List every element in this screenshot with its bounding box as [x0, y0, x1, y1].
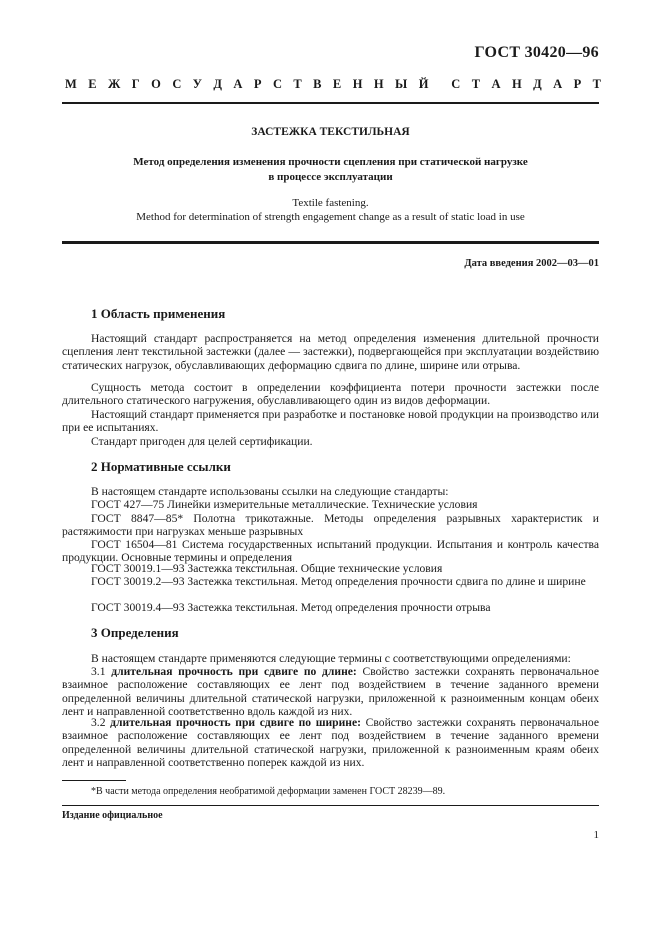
banner-letter: Т — [592, 77, 601, 91]
banner-letter: В — [313, 77, 322, 91]
definition-term: длительная прочность при сдвиге по длине: — [111, 665, 357, 678]
banner-letter: Р — [573, 77, 582, 91]
section-2-heading: 2 Нормативные ссылки — [91, 459, 231, 474]
title-rule — [62, 241, 599, 244]
banner-letter: А — [233, 77, 243, 91]
banner-letter: С — [172, 77, 182, 91]
banner-letter: С — [451, 77, 461, 91]
subtitle-line-1: Метод определения изменения прочности сцепления при статической нагрузке — [133, 156, 528, 168]
banner-letter: Г — [131, 77, 140, 91]
document-subtitle — [62, 155, 599, 185]
english-title-line-2: Method for determination of strength engagement change as a result of static load in use — [136, 211, 525, 223]
definition-term: длительная прочность при сдвиге по ширине: — [110, 716, 361, 729]
banner-letter: Н — [373, 77, 384, 91]
banner-letter: Ы — [395, 77, 408, 91]
reference-item: ГОСТ 427—75 Линейки измерительные металлические. Технические условия — [91, 498, 478, 511]
section-1-paragraph-2: Сущность метода состоит в определении коэффициента потери прочности застежки после длительного статического нагружения, обуславливающего один из видов деформации. — [62, 381, 599, 408]
reference-item: ГОСТ 30019.4—93 Застежка текстильная. Метод определения прочности отрыва — [91, 601, 491, 614]
section-1-paragraph-1: Настоящий стандарт распространяется на метод определения изменения длительной прочности сцепления лент текстильной застежки (далее — застежки), подвергающейся при эксплуатации воздействию статических нагрузок, обуславливающих деформацию сдвига по длине, ширине или отрыва. — [62, 332, 599, 372]
banner-letter: Е — [88, 77, 97, 91]
banner-letter: С — [272, 77, 282, 91]
banner-letter: М — [65, 77, 77, 91]
banner-letter: Т — [293, 77, 302, 91]
reference-item: ГОСТ 16504—81 Система государственных испытаний продукции. Испытания и контроль качества продукции. Основные термины и определения — [62, 538, 599, 565]
standard-banner — [65, 77, 601, 92]
banner-letter: Р — [253, 77, 262, 91]
banner-letter: Й — [418, 77, 429, 91]
banner-letter: Е — [332, 77, 342, 91]
edition-label: Издание официальное — [62, 810, 163, 821]
subtitle-line-2: в процессе эксплуатации — [268, 171, 393, 183]
banner-letter: Ж — [108, 77, 121, 91]
banner-letter: Д — [213, 77, 222, 91]
banner-letter: Д — [533, 77, 542, 91]
definition-3-2: 3.2 длительная прочность при сдвиге по ширине: Свойство застежки сохранять первоначальное взаимное расположение составляющих ее лент под воздействием в течение заданного времени определенной величины длительной статической нагрузки, приложенной к разноименным краям обеих лент и направленной соответственно поперек каждой из них. — [62, 716, 599, 769]
edition-rule — [62, 805, 599, 806]
section-1-heading: 1 Область применения — [91, 306, 226, 321]
introduction-date: Дата введения 2002—03—01 — [464, 258, 599, 269]
english-title-line-1: Textile fastening. — [292, 197, 369, 209]
banner-letter: Н — [352, 77, 363, 91]
english-title — [62, 196, 599, 224]
banner-letter: А — [553, 77, 563, 91]
section-1-paragraph-3: Настоящий стандарт применяется при разработке и постановке новой продукции на производство или при ее испытаниях. — [62, 408, 599, 435]
definition-3-1: 3.1 длительная прочность при сдвиге по длине: Свойство застежки сохранять первоначальное взаимное расположение составляющих ее лент под воздействием в течение заданного времени определенной величины длительной статической нагрузки, приложенной к разноименным концам обеих лент и направленной соответственно вдоль каждой из них. — [62, 665, 599, 718]
reference-item: ГОСТ 30019.1—93 Застежка текстильная. Общие технические условия — [91, 562, 443, 575]
reference-item: ГОСТ 30019.2—93 Застежка текстильная. Метод определения прочности сдвига по длине и ширине — [91, 575, 586, 588]
top-rule — [62, 102, 599, 104]
section-1-paragraph-4: Стандарт пригоден для целей сертификации. — [91, 435, 313, 448]
section-2-intro: В настоящем стандарте использованы ссылки на следующие стандарты: — [91, 485, 449, 498]
section-3-heading: 3 Определения — [91, 625, 179, 640]
footnote: *В части метода определения необратимой деформации заменен ГОСТ 28239—89. — [91, 786, 446, 797]
banner-letter: Т — [471, 77, 481, 91]
section-3-intro: В настоящем стандарте применяются следующие термины с соответствующими определениями: — [91, 652, 571, 665]
banner-letter: У — [192, 77, 202, 91]
document-title: ЗАСТЕЖКА ТЕКСТИЛЬНАЯ — [251, 126, 410, 138]
banner-letter: А — [491, 77, 501, 91]
banner-letter: О — [151, 77, 161, 91]
footnote-rule — [62, 780, 126, 781]
banner-letter: Н — [511, 77, 522, 91]
gost-code: ГОСТ 30420—96 — [474, 44, 599, 61]
reference-item: ГОСТ 8847—85* Полотна трикотажные. Методы определения разрывных характеристик и растяжимости при нагрузках меньше разрывных — [62, 512, 599, 539]
page-number: 1 — [593, 829, 599, 841]
